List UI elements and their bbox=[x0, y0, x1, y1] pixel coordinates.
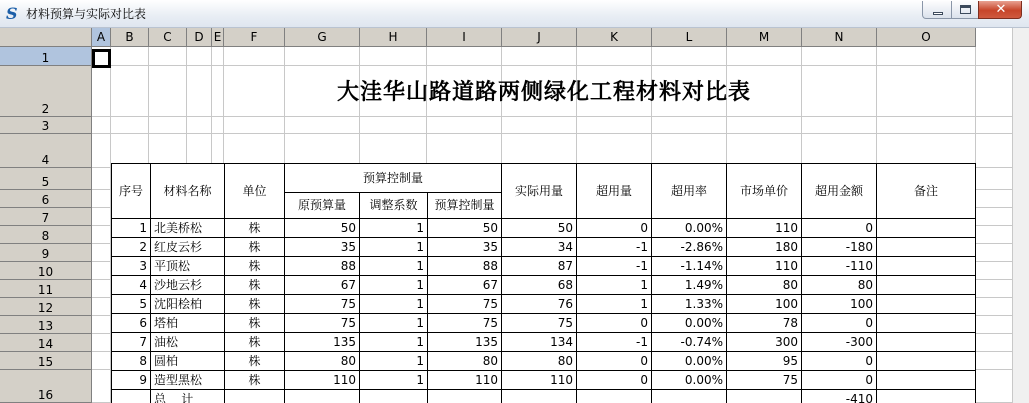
cell-no[interactable]: 5 bbox=[112, 295, 151, 314]
cell-rate[interactable]: 0.00% bbox=[652, 371, 727, 390]
cell-rate[interactable]: 0.00% bbox=[652, 352, 727, 371]
cell-actual[interactable]: 87 bbox=[502, 257, 577, 276]
header-over-amount: 超用金额 bbox=[802, 164, 877, 219]
cell-price[interactable]: 95 bbox=[727, 352, 802, 371]
cell-ctrl[interactable]: 75 bbox=[428, 295, 502, 314]
cell-no[interactable]: 9 bbox=[112, 371, 151, 390]
active-cell-cursor[interactable] bbox=[92, 49, 111, 68]
column-header-n[interactable]: N bbox=[802, 28, 877, 47]
header-remark: 备注 bbox=[877, 164, 976, 219]
header-budget-group: 预算控制量 bbox=[285, 164, 502, 193]
total-amount[interactable]: -410 bbox=[802, 390, 877, 403]
cell-unit[interactable]: 株 bbox=[225, 314, 285, 333]
cell-price[interactable]: 78 bbox=[727, 314, 802, 333]
cell-no[interactable]: 6 bbox=[112, 314, 151, 333]
table-row bbox=[112, 257, 976, 276]
header-market-price: 市场单价 bbox=[727, 164, 802, 219]
cell-unit[interactable]: 株 bbox=[225, 238, 285, 257]
cell-coef[interactable]: 1 bbox=[360, 314, 428, 333]
table-row bbox=[112, 276, 976, 295]
table-row bbox=[112, 219, 976, 238]
cell-over[interactable]: 0 bbox=[577, 219, 652, 238]
header-index: 序号 bbox=[112, 164, 151, 219]
cell-remark[interactable] bbox=[877, 276, 976, 295]
cell-coef[interactable]: 1 bbox=[360, 238, 428, 257]
row-header-7[interactable] bbox=[0, 208, 92, 226]
cell-amount[interactable]: 0 bbox=[802, 314, 877, 333]
cell-ctrl[interactable]: 75 bbox=[428, 314, 502, 333]
column-header-f[interactable]: F bbox=[224, 28, 285, 47]
app-logo-icon: S bbox=[6, 4, 18, 23]
select-all-corner[interactable] bbox=[0, 28, 92, 47]
cell-empty[interactable] bbox=[652, 390, 727, 403]
cell-actual[interactable]: 110 bbox=[502, 371, 577, 390]
row-header-label: 13 bbox=[37, 319, 54, 333]
cell-remark[interactable] bbox=[877, 352, 976, 371]
table-row bbox=[112, 314, 976, 333]
cell-unit[interactable]: 株 bbox=[225, 295, 285, 314]
column-header-m[interactable]: M bbox=[727, 28, 802, 47]
header-over-qty: 超用量 bbox=[577, 164, 652, 219]
cell-orig[interactable]: 75 bbox=[285, 295, 360, 314]
row-header-14[interactable] bbox=[0, 334, 92, 352]
cell-over[interactable]: -1 bbox=[577, 333, 652, 352]
column-header-i[interactable]: I bbox=[427, 28, 502, 47]
cell-over[interactable]: 0 bbox=[577, 314, 652, 333]
cell-coef[interactable]: 1 bbox=[360, 352, 428, 371]
cell-orig[interactable]: 110 bbox=[285, 371, 360, 390]
cell-amount[interactable]: 100 bbox=[802, 295, 877, 314]
cell-orig[interactable]: 135 bbox=[285, 333, 360, 352]
cell-remark[interactable] bbox=[877, 238, 976, 257]
minimize-button[interactable] bbox=[922, 1, 952, 19]
cell-coef[interactable]: 1 bbox=[360, 276, 428, 295]
cell-empty[interactable] bbox=[285, 390, 360, 403]
cell-name[interactable]: 沈阳桧柏 bbox=[151, 295, 225, 314]
cell-name[interactable]: 平顶松 bbox=[151, 257, 225, 276]
cell-rate[interactable]: 0.00% bbox=[652, 219, 727, 238]
table-row bbox=[112, 352, 976, 371]
row-header-label: 4 bbox=[41, 153, 50, 167]
column-header-d[interactable]: D bbox=[187, 28, 212, 47]
header-name: 材料名称 bbox=[151, 164, 225, 219]
spreadsheet-grid[interactable] bbox=[0, 28, 1029, 403]
header-orig-budget: 原预算量 bbox=[285, 193, 360, 219]
gridline-horizontal bbox=[92, 116, 1012, 117]
cell-actual[interactable]: 75 bbox=[502, 314, 577, 333]
comparison-table bbox=[111, 163, 976, 403]
row-header-16[interactable] bbox=[0, 370, 92, 403]
header-unit: 单位 bbox=[225, 164, 285, 219]
cell-empty[interactable] bbox=[502, 390, 577, 403]
sheet-title: 大洼华山路道路两侧绿化工程材料对比表 bbox=[336, 79, 751, 105]
row-header-13[interactable] bbox=[0, 316, 92, 334]
cell-price[interactable]: 110 bbox=[727, 219, 802, 238]
cell-orig[interactable]: 88 bbox=[285, 257, 360, 276]
cell-remark[interactable] bbox=[877, 219, 976, 238]
cell-name[interactable]: 沙地云杉 bbox=[151, 276, 225, 295]
cell-amount[interactable]: 0 bbox=[802, 219, 877, 238]
cell-price[interactable]: 180 bbox=[727, 238, 802, 257]
column-header-h[interactable]: H bbox=[360, 28, 427, 47]
column-header-c[interactable]: C bbox=[149, 28, 187, 47]
cell-no[interactable]: 7 bbox=[112, 333, 151, 352]
cell-ctrl[interactable]: 135 bbox=[428, 333, 502, 352]
row-header-3[interactable] bbox=[0, 117, 92, 134]
table-row bbox=[112, 333, 976, 352]
gridline-horizontal bbox=[92, 133, 1012, 134]
cell-name[interactable]: 塔柏 bbox=[151, 314, 225, 333]
total-row bbox=[112, 390, 976, 403]
cell-ctrl[interactable]: 67 bbox=[428, 276, 502, 295]
cell-rate[interactable]: -1.14% bbox=[652, 257, 727, 276]
column-header-e[interactable]: E bbox=[212, 28, 224, 47]
row-header-label: 14 bbox=[37, 337, 54, 351]
cell-price[interactable]: 110 bbox=[727, 257, 802, 276]
close-button[interactable] bbox=[978, 1, 1022, 19]
table-row bbox=[112, 295, 976, 314]
cell-actual[interactable]: 76 bbox=[502, 295, 577, 314]
cell-ctrl[interactable]: 80 bbox=[428, 352, 502, 371]
cell-over[interactable]: 1 bbox=[577, 276, 652, 295]
cell-unit[interactable]: 株 bbox=[225, 219, 285, 238]
gridline-horizontal bbox=[92, 65, 1012, 66]
cell-empty[interactable] bbox=[428, 390, 502, 403]
cell-ctrl[interactable]: 50 bbox=[428, 219, 502, 238]
row-header-label: 2 bbox=[41, 102, 50, 116]
cell-ctrl[interactable]: 35 bbox=[428, 238, 502, 257]
cell-orig[interactable]: 50 bbox=[285, 219, 360, 238]
row-header-label: 8 bbox=[41, 229, 50, 243]
row-header-5[interactable] bbox=[0, 168, 92, 190]
column-header-b[interactable]: B bbox=[111, 28, 149, 47]
cell-empty[interactable] bbox=[877, 390, 976, 403]
column-header-g[interactable]: G bbox=[285, 28, 360, 47]
row-header-15[interactable] bbox=[0, 352, 92, 370]
row-header-label: 5 bbox=[41, 175, 50, 189]
cell-orig[interactable]: 35 bbox=[285, 238, 360, 257]
cell-name[interactable]: 红皮云杉 bbox=[151, 238, 225, 257]
cell-empty[interactable] bbox=[727, 390, 802, 403]
column-header-k[interactable]: K bbox=[577, 28, 652, 47]
cell-over[interactable]: 0 bbox=[577, 352, 652, 371]
cell-coef[interactable]: 1 bbox=[360, 371, 428, 390]
row-header-label: 9 bbox=[41, 247, 50, 261]
cell-unit[interactable]: 株 bbox=[225, 276, 285, 295]
maximize-icon bbox=[960, 5, 971, 14]
title-bar bbox=[0, 0, 1029, 28]
column-header-l[interactable]: L bbox=[652, 28, 727, 47]
cell-name[interactable]: 圆柏 bbox=[151, 352, 225, 371]
column-header-o[interactable]: O bbox=[877, 28, 976, 47]
row-header-12[interactable] bbox=[0, 298, 92, 316]
cell-name[interactable]: 造型黑松 bbox=[151, 371, 225, 390]
row-header-8[interactable] bbox=[0, 226, 92, 244]
cell-price[interactable]: 100 bbox=[727, 295, 802, 314]
cell-rate[interactable]: 0.00% bbox=[652, 314, 727, 333]
row-header-1[interactable] bbox=[0, 47, 92, 66]
row-header-label: 6 bbox=[41, 193, 50, 207]
row-header-4[interactable] bbox=[0, 134, 92, 168]
cell-rate[interactable]: -2.86% bbox=[652, 238, 727, 257]
cell-orig[interactable]: 67 bbox=[285, 276, 360, 295]
maximize-button[interactable] bbox=[951, 1, 979, 19]
cell-amount[interactable]: -180 bbox=[802, 238, 877, 257]
row-header-label: 7 bbox=[41, 211, 50, 225]
cell-unit[interactable]: 株 bbox=[225, 371, 285, 390]
cell-no[interactable]: 8 bbox=[112, 352, 151, 371]
cell-remark[interactable] bbox=[877, 371, 976, 390]
row-header-label: 10 bbox=[37, 265, 54, 279]
cell-price[interactable]: 80 bbox=[727, 276, 802, 295]
column-header-j[interactable]: J bbox=[502, 28, 577, 47]
cell-remark[interactable] bbox=[877, 257, 976, 276]
row-header-10[interactable] bbox=[0, 262, 92, 280]
cell-unit[interactable]: 株 bbox=[225, 257, 285, 276]
header-adj-coef: 调整系数 bbox=[360, 193, 428, 219]
cell-over[interactable]: 1 bbox=[577, 295, 652, 314]
table-row bbox=[112, 238, 976, 257]
table-row bbox=[112, 371, 976, 390]
cell-actual[interactable]: 34 bbox=[502, 238, 577, 257]
cell-orig[interactable]: 75 bbox=[285, 314, 360, 333]
header-over-rate: 超用率 bbox=[652, 164, 727, 219]
cell-coef[interactable]: 1 bbox=[360, 219, 428, 238]
cell-actual[interactable]: 68 bbox=[502, 276, 577, 295]
row-header-2[interactable] bbox=[0, 66, 92, 117]
row-header-6[interactable] bbox=[0, 190, 92, 208]
cell-price[interactable]: 75 bbox=[727, 371, 802, 390]
cell-coef[interactable]: 1 bbox=[360, 333, 428, 352]
cell-empty[interactable] bbox=[225, 390, 285, 403]
cell-amount[interactable]: -300 bbox=[802, 333, 877, 352]
row-header-label: 16 bbox=[37, 388, 54, 402]
header-actual: 实际用量 bbox=[502, 164, 577, 219]
cell-remark[interactable] bbox=[877, 333, 976, 352]
cell-remark[interactable] bbox=[877, 295, 976, 314]
cell-coef[interactable]: 1 bbox=[360, 257, 428, 276]
cell-empty[interactable] bbox=[577, 390, 652, 403]
cell-coef[interactable]: 1 bbox=[360, 295, 428, 314]
cell-amount[interactable]: -110 bbox=[802, 257, 877, 276]
cell-actual[interactable]: 50 bbox=[502, 219, 577, 238]
cell-unit[interactable]: 株 bbox=[225, 352, 285, 371]
row-header-11[interactable] bbox=[0, 280, 92, 298]
close-icon: ✕ bbox=[995, 2, 1007, 17]
cell-ctrl[interactable]: 88 bbox=[428, 257, 502, 276]
column-header-a[interactable]: A bbox=[92, 28, 111, 47]
cell-no[interactable]: 3 bbox=[112, 257, 151, 276]
cell-over[interactable]: -1 bbox=[577, 257, 652, 276]
cell-amount[interactable]: 0 bbox=[802, 371, 877, 390]
row-header-label: 15 bbox=[37, 355, 54, 369]
cell-rate[interactable]: -0.74% bbox=[652, 333, 727, 352]
cell-rate[interactable]: 1.49% bbox=[652, 276, 727, 295]
cell-empty[interactable] bbox=[360, 390, 428, 403]
cell-ctrl[interactable]: 110 bbox=[428, 371, 502, 390]
cell-amount[interactable]: 80 bbox=[802, 276, 877, 295]
cell-no[interactable]: 1 bbox=[112, 219, 151, 238]
cell-unit[interactable]: 株 bbox=[225, 333, 285, 352]
cell-actual[interactable]: 80 bbox=[502, 352, 577, 371]
row-header-9[interactable] bbox=[0, 244, 92, 262]
row-header-label: 11 bbox=[37, 283, 54, 297]
vertical-scrollbar[interactable] bbox=[1012, 28, 1029, 403]
header-budget-control: 预算控制量 bbox=[428, 193, 502, 219]
cell-remark[interactable] bbox=[877, 314, 976, 333]
cell-empty[interactable] bbox=[112, 390, 151, 403]
cell-no[interactable]: 4 bbox=[112, 276, 151, 295]
row-header-label: 12 bbox=[37, 301, 54, 315]
cell-actual[interactable]: 134 bbox=[502, 333, 577, 352]
cell-over[interactable]: -1 bbox=[577, 238, 652, 257]
cell-name[interactable]: 北美桥松 bbox=[151, 219, 225, 238]
total-label[interactable]: 总 计 bbox=[151, 390, 225, 403]
cell-rate[interactable]: 1.33% bbox=[652, 295, 727, 314]
cell-over[interactable]: 0 bbox=[577, 371, 652, 390]
minimize-icon bbox=[933, 12, 943, 15]
window-title: 材料预算与实际对比表 bbox=[26, 7, 147, 21]
row-header-label: 3 bbox=[41, 119, 50, 133]
cell-amount[interactable]: 0 bbox=[802, 352, 877, 371]
cell-name[interactable]: 油松 bbox=[151, 333, 225, 352]
row-header-label: 1 bbox=[41, 51, 50, 65]
cell-price[interactable]: 300 bbox=[727, 333, 802, 352]
cell-no[interactable]: 2 bbox=[112, 238, 151, 257]
cell-orig[interactable]: 80 bbox=[285, 352, 360, 371]
